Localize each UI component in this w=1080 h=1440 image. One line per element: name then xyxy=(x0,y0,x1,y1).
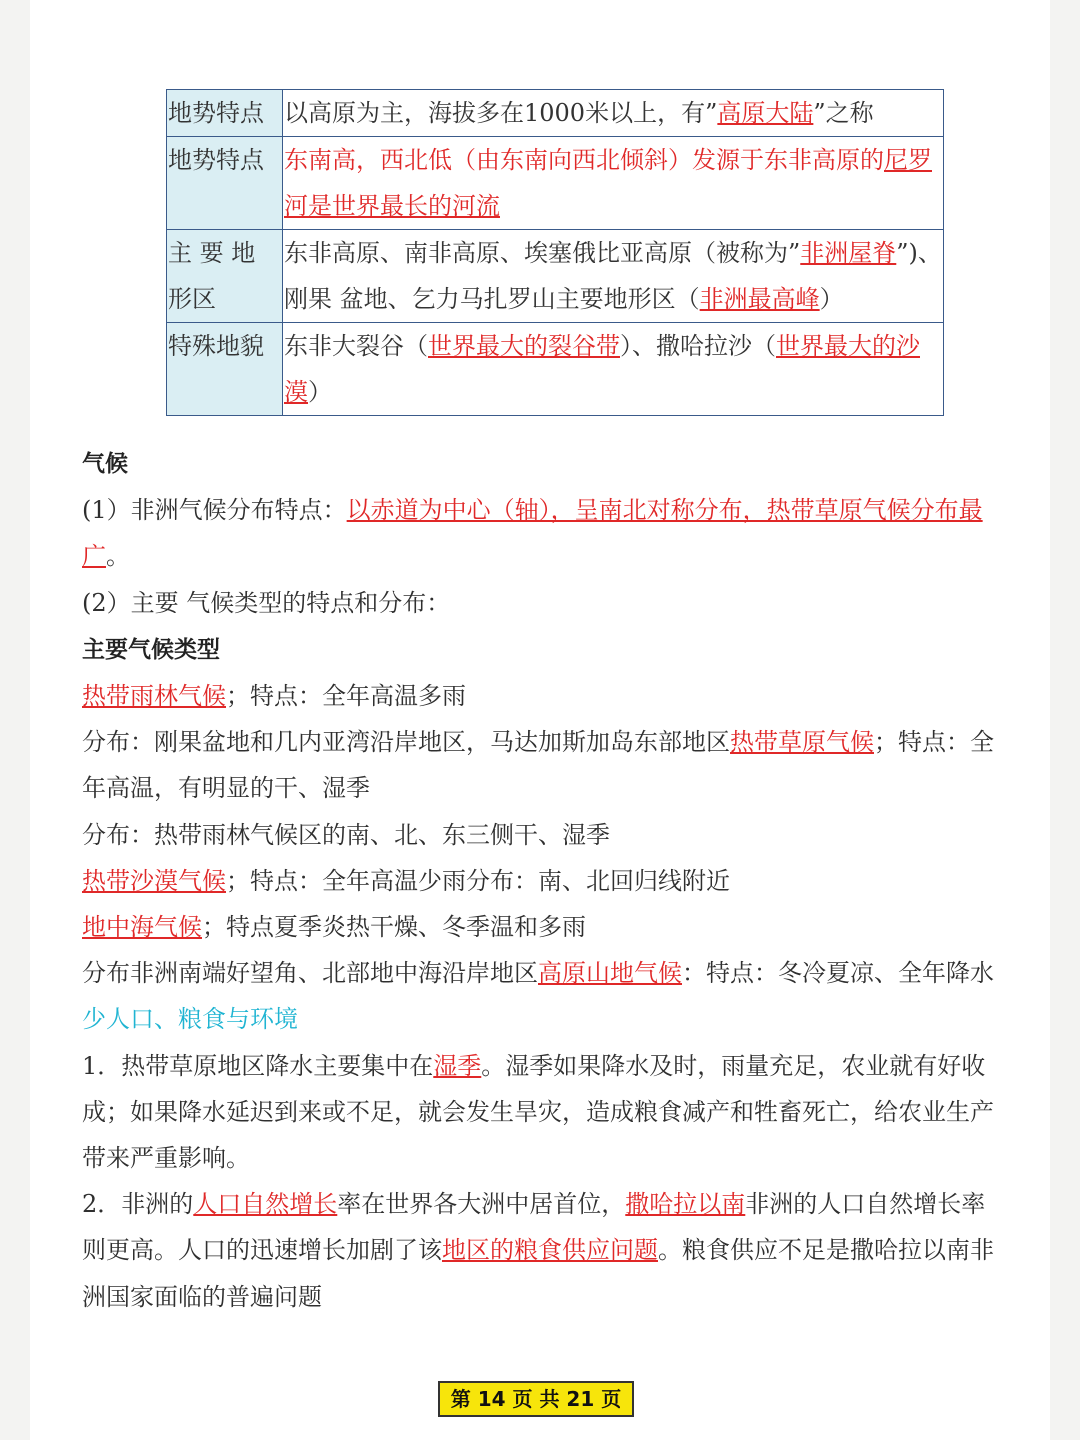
text-run: (2）主要 气候类型的特点和分布： xyxy=(82,588,451,617)
highlighted-term: 高原大陆 xyxy=(717,99,814,127)
paragraph xyxy=(82,673,994,719)
highlighted-term: 世界最大的裂谷带 xyxy=(428,332,620,360)
table-row xyxy=(167,137,944,230)
text-run: 东非高原、南非高原、埃塞俄比亚高原（被称为” xyxy=(284,239,801,267)
text-run: 1．热带草原地区降水主要集中在 xyxy=(82,1051,434,1080)
highlighted-term: 热带沙漠气候 xyxy=(82,866,226,895)
highlighted-term: 人口自然增长 xyxy=(193,1190,338,1219)
highlighted-term: 以赤道为中心（轴），呈南北对称分布，热带草原气候分布最广 xyxy=(82,496,983,571)
text-run: 非洲的人口自然增长率则更高。人口的迅速增长加剧了该 xyxy=(82,1190,986,1265)
paragraph xyxy=(82,904,994,950)
row-content xyxy=(283,90,944,137)
highlighted-term: 撒哈拉以南 xyxy=(625,1190,746,1219)
row-header: 地势特点 xyxy=(167,90,283,137)
text-run: ；特点：全年高温少雨分布：南、北回归线附近 xyxy=(226,866,730,895)
section-heading: 气候 xyxy=(82,451,128,477)
text-run: 。粮食供应不足是撒哈拉以南非洲国家面临的普遍问题 xyxy=(82,1236,994,1311)
text-run: ”之称 xyxy=(813,99,874,127)
text-run: ：特点：冬冷夏凉、全年降水 xyxy=(682,959,994,988)
highlighted-term: 湿季 xyxy=(433,1051,482,1080)
terrain-table xyxy=(166,89,944,416)
table-row xyxy=(167,230,944,323)
text-run: ；特点：全年高温多雨 xyxy=(226,682,466,711)
text-run: 2．非洲的 xyxy=(82,1190,194,1219)
highlighted-term: 非洲屋脊 xyxy=(800,239,897,267)
paragraph xyxy=(82,812,994,858)
highlighted-term: 世界最大的沙漠 xyxy=(284,332,920,406)
highlighted-term: 高原山地气候 xyxy=(538,959,682,988)
highlighted-term: 热带草原气候 xyxy=(730,728,874,757)
text-run: ；特点夏季炎热干燥、冬季温和多雨 xyxy=(202,913,586,942)
text-run: ）、撒哈拉沙（ xyxy=(620,332,776,360)
row-header: 特殊地貌 xyxy=(167,323,283,416)
highlighted-term: 热带雨林气候 xyxy=(82,682,226,711)
highlighted-term: 尼罗河是世界最长的河流 xyxy=(284,146,932,220)
highlighted-term: 地区的粮食供应问题 xyxy=(442,1236,658,1265)
highlighted-term: 地中海气候 xyxy=(82,913,202,942)
text-run: 。湿季如果降水及时，雨量充足，农业就有好收成；如果降水延迟到来或不足，就会发生旱灾，造成粮食减产和牲畜死亡，给农业生产带来严重影响。 xyxy=(82,1051,994,1173)
text-run: 。 xyxy=(106,542,130,571)
table-row xyxy=(167,323,944,416)
paragraph xyxy=(82,1043,994,1182)
paragraph xyxy=(82,580,994,626)
page-number-badge: 第 14 页 共 21 页 xyxy=(438,1381,634,1417)
section-heading: 主要气候类型 xyxy=(82,636,220,663)
text-run: 东非大裂谷（ xyxy=(284,332,428,360)
paragraph xyxy=(82,626,994,673)
row-content xyxy=(283,230,944,323)
text-run: ”)、刚果 盆地、乞力马扎罗山主要地形区（ xyxy=(284,239,942,313)
text-run: 率在世界各大洲中居首位， xyxy=(337,1190,626,1219)
text-run: 分布非洲南端好望角、北部地中海沿岸地区 xyxy=(82,959,538,988)
document-page xyxy=(30,0,1050,1440)
emphasis-text: 少人口、粮食与环境 xyxy=(82,1005,298,1034)
emphasis-text: 东南高，西北低（由东南向西北倾斜）发源于东非高原的 xyxy=(284,146,884,174)
highlighted-term: 非洲最高峰 xyxy=(699,285,820,313)
climate-section xyxy=(82,440,994,1320)
text-run: 以高原为主，海拔多在1000米以上，有” xyxy=(284,99,718,127)
paragraph xyxy=(82,719,994,811)
text-run: 分布：热带雨林气候区的南、北、东三侧干、湿季 xyxy=(82,820,610,849)
text-run: ） xyxy=(819,285,844,313)
paragraph xyxy=(82,1181,994,1320)
paragraph xyxy=(82,440,994,487)
paragraph xyxy=(82,950,994,1042)
row-header: 主 要 地 形区 xyxy=(167,230,283,323)
paragraph xyxy=(82,487,994,579)
row-content xyxy=(283,137,944,230)
text-run: ） xyxy=(308,378,332,406)
table-row xyxy=(167,90,944,137)
text-run: ；特点：全年高温，有明显的干、湿季 xyxy=(82,728,994,803)
text-run: 分布：刚果盆地和几内亚湾沿岸地区，马达加斯加岛东部地区 xyxy=(82,728,730,757)
row-header: 地势特点 xyxy=(167,137,283,230)
text-run: (1）非洲气候分布特点： xyxy=(82,496,347,525)
paragraph xyxy=(82,858,994,904)
row-content xyxy=(283,323,944,416)
